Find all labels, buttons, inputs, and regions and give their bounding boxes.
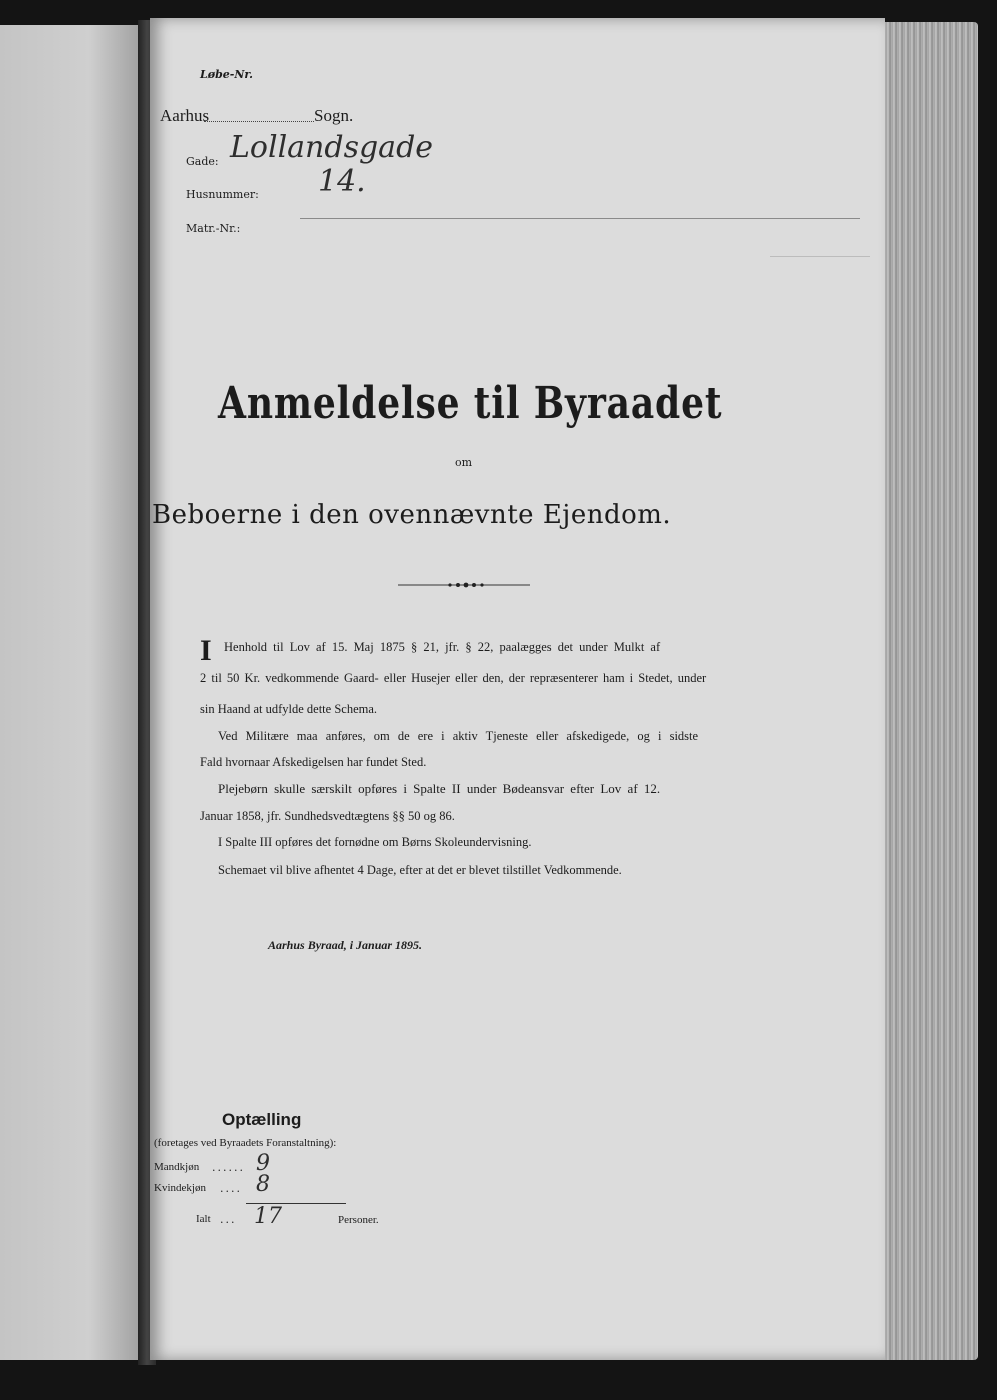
matr-nr-label: Matr.-Nr.: xyxy=(186,222,241,235)
husnummer-value: 14. xyxy=(318,164,366,199)
sogn-label: Sogn. xyxy=(314,106,354,125)
total-value: 17 xyxy=(254,1204,282,1229)
page-subtitle: Beboerne i den ovennævnte Ejendom. xyxy=(152,500,672,530)
total-dots: ... xyxy=(220,1213,237,1226)
dropcap: I xyxy=(200,634,212,667)
page-title: Anmeldelse til Byraadet xyxy=(218,378,723,429)
paragraph-1-line-3: sin Haand at udfylde dette Schema. xyxy=(200,702,378,716)
lobe-nr-label: Løbe-Nr. xyxy=(200,68,253,81)
count-heading: Optælling xyxy=(222,1110,302,1129)
header-divider xyxy=(300,218,860,219)
paragraph-1-line-1: Henhold til Lov af 15. Maj 1875 § 21, jfr. § 22, paalægges det under Mulkt af xyxy=(224,640,661,654)
left-page xyxy=(0,25,148,1360)
ornament-divider xyxy=(398,578,530,592)
count-note: (foretages ved Byraadets Foranstaltning): xyxy=(154,1137,337,1149)
male-dots: ...... xyxy=(212,1161,245,1174)
female-dots: .... xyxy=(220,1182,242,1195)
om-label: om xyxy=(455,456,473,469)
sogn-dotted-line xyxy=(204,121,314,122)
gade-value: Lollandsgade xyxy=(230,130,434,165)
paragraph-4-line-1: I Spalte III opføres det fornødne om Børns Skoleundervisning. xyxy=(218,835,532,849)
total-label: Ialt xyxy=(196,1213,211,1225)
male-value: 9 xyxy=(256,1151,270,1176)
paragraph-1-line-2: 2 til 50 Kr. vedkommende Gaard- eller Husejer eller den, der repræsenterer ham i Stedet, under xyxy=(200,671,707,685)
female-label: Kvindekjøn xyxy=(154,1182,206,1194)
aarhus-label: Aarhus xyxy=(160,106,210,125)
paragraph-3-line-2: Januar 1858, jfr. Sundhedsvedtægtens §§ 50 og 86. xyxy=(200,809,455,823)
document-page xyxy=(150,18,885,1360)
paragraph-3-line-1: Plejebørn skulle særskilt opføres i Spalte II under Bødeansvar efter Lov af 12. xyxy=(218,781,661,796)
signature: Aarhus Byraad, i Januar 1895. xyxy=(268,938,423,952)
gade-label: Gade: xyxy=(186,155,219,168)
paragraph-5-line-1: Schemaet vil blive afhentet 4 Dage, efter at det er blevet tilstillet Vedkommende. xyxy=(218,863,622,877)
bleed-through-mark xyxy=(770,256,870,258)
male-label: Mandkjøn xyxy=(154,1161,200,1173)
persons-label: Personer. xyxy=(338,1214,379,1226)
female-value: 8 xyxy=(256,1172,270,1197)
husnummer-label: Husnummer: xyxy=(186,188,259,201)
paragraph-2-line-1: Ved Militære maa anføres, om de ere i aktiv Tjeneste eller afskedigede, og i sidste xyxy=(218,729,699,743)
paragraph-2-line-2: Fald hvornaar Afskedigelsen har fundet Sted. xyxy=(200,755,427,769)
page-edges xyxy=(880,22,978,1360)
